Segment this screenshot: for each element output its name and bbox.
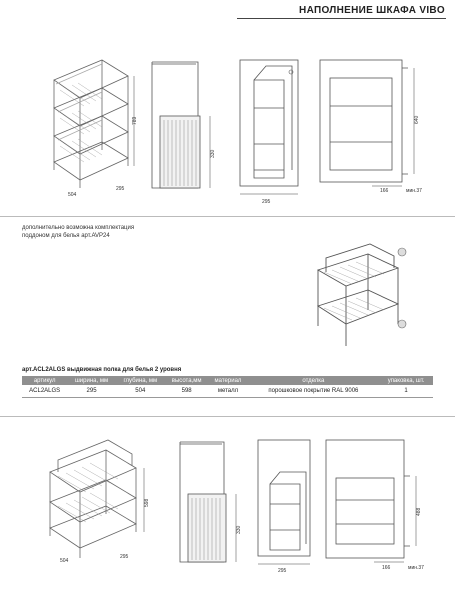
front-width-dim: 295: [278, 568, 287, 574]
note-line: поддоном для белья арт.AVP24: [22, 233, 110, 239]
article-title: арт.ACL2ALGS выдвижная полка для белья 2 уровня: [22, 367, 182, 373]
page-title: НАПОЛНЕНИЕ ШКАФА VIBO: [299, 5, 445, 16]
side-dim: 330: [210, 149, 216, 158]
iso-drawing-tall: [40, 50, 140, 200]
rear-min-dim: мин.37: [406, 188, 422, 194]
rear-bottom-dim: 166: [380, 188, 389, 194]
spec-table: [22, 376, 433, 398]
table-cell: 598: [165, 385, 208, 398]
table-row: [22, 385, 433, 398]
side-dim: 330: [236, 525, 242, 534]
table-cell: металл: [208, 385, 247, 398]
iso-depth-dim: 295: [120, 554, 129, 560]
table-cell: ACL2ALGS: [22, 385, 67, 398]
accessory-note: [22, 224, 134, 240]
section-divider: [0, 216, 455, 217]
section-divider: [0, 416, 455, 417]
note-line: дополнительно возможна комплектация: [22, 225, 135, 231]
front-width-dim: 295: [262, 199, 271, 205]
rear-drawing: [324, 438, 434, 578]
rear-min-dim: мин.37: [408, 565, 424, 571]
iso-drawing-short: [40, 432, 155, 567]
rear-bottom-dim: 166: [382, 565, 391, 571]
iso-height-dim: 598: [144, 498, 150, 507]
side-drawing: [148, 58, 223, 193]
iso-width-dim: 504: [68, 192, 77, 198]
col-header: глубина, мм: [116, 376, 165, 385]
col-header: ширина, мм: [67, 376, 115, 385]
header-rule: [237, 18, 446, 19]
rear-drawing: [318, 58, 433, 198]
col-header: высота,мм: [165, 376, 208, 385]
front-drawing: [236, 58, 306, 208]
shelf-iso-drawing: [310, 240, 414, 358]
rear-height-dim: 640: [414, 115, 420, 124]
iso-height-dim: 789: [132, 116, 138, 125]
rear-height-dim: 488: [416, 507, 422, 516]
side-drawing: [176, 438, 246, 568]
front-drawing: [254, 438, 316, 578]
table-cell: 1: [379, 385, 433, 398]
iso-width-dim: 504: [60, 558, 69, 564]
col-header: материал: [208, 376, 247, 385]
table-cell: 295: [67, 385, 115, 398]
table-cell: 504: [116, 385, 165, 398]
col-header: артикул: [22, 376, 67, 385]
col-header: отделка: [248, 376, 380, 385]
col-header: упаковка, шт.: [379, 376, 433, 385]
table-header-row: [22, 376, 433, 385]
table-cell: порошковое покрытие RAL 9006: [248, 385, 380, 398]
iso-depth-dim: 295: [116, 186, 125, 192]
